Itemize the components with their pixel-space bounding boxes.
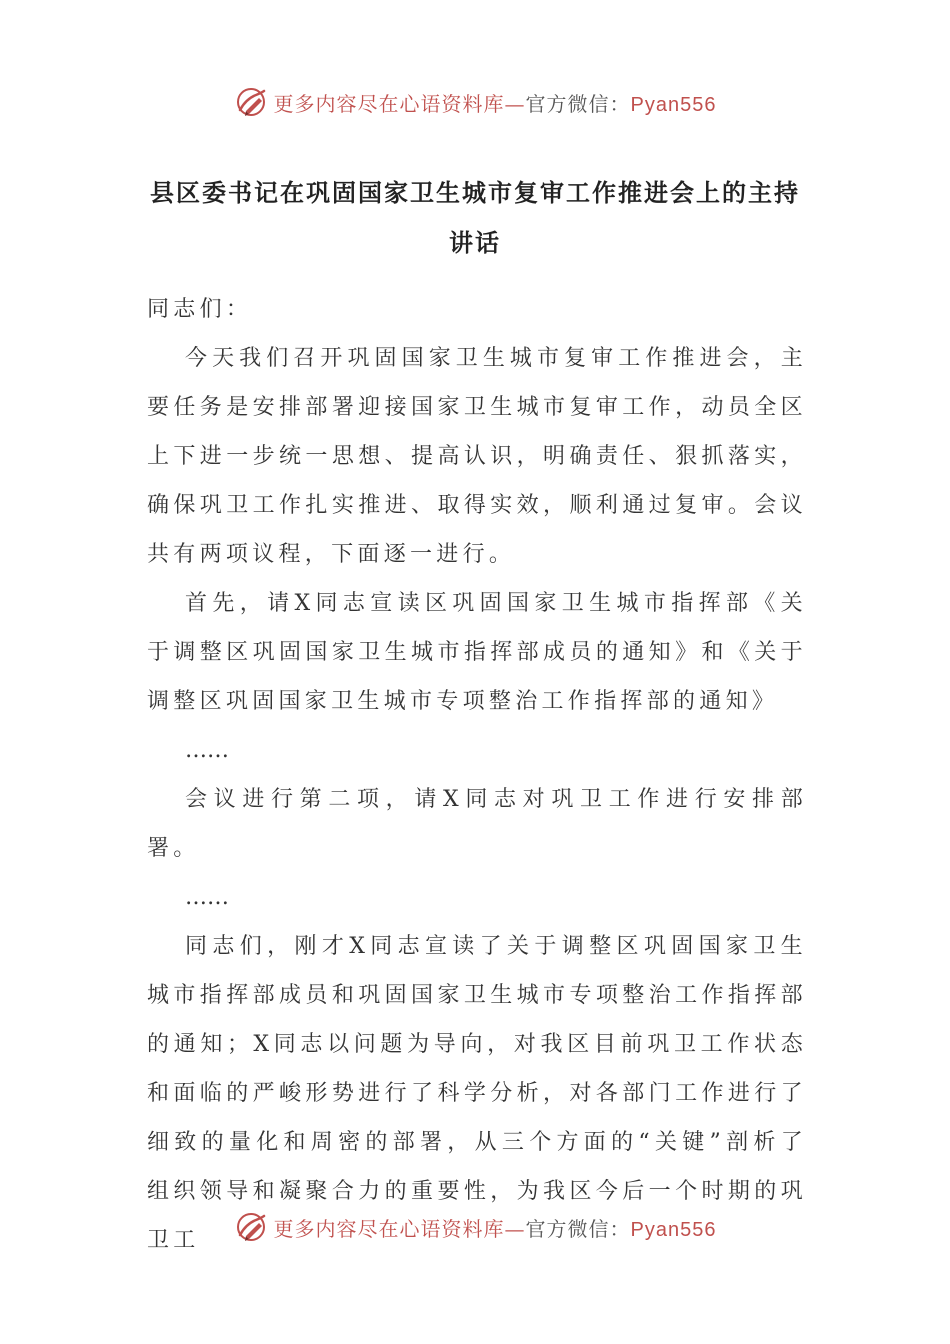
paragraph-4: 同志们，刚才X同志宣读了关于调整区巩固国家卫生城市指挥部成员和巩固国家卫生城市专项整治工作指挥部的通知；X同志以问题为导向，对我区目前巩卫工作状态和面临的严峻形势进行了科学分析，对各部门工作进行了细致的量化和周密的部署，从三个方面的“关键”剖析了组织领导和凝聚合力的重要性，为我区今后一个时期的巩卫工 bbox=[147, 934, 807, 1253]
banner-text bbox=[274, 88, 717, 117]
banner-wechat-label: 官方微信： bbox=[525, 91, 631, 116]
banner-wechat-id: Pyan556 bbox=[630, 93, 717, 116]
banner-wechat-label: 官方微信： bbox=[525, 1216, 631, 1241]
banner-dash: — bbox=[504, 1216, 526, 1241]
banner-dash: — bbox=[504, 91, 526, 116]
ellipsis-1: …… bbox=[185, 738, 229, 763]
pen-logo-icon bbox=[234, 1210, 268, 1244]
banner-text bbox=[274, 1213, 717, 1242]
footer-banner bbox=[0, 1207, 950, 1247]
document-title: 县区委书记在巩固国家卫生城市复审工作推进会上的主持讲话 bbox=[150, 179, 800, 257]
banner-main-text: 更多内容尽在心语资料库 bbox=[273, 91, 505, 116]
salutation: 同志们： bbox=[147, 297, 253, 322]
banner-wechat-id: Pyan556 bbox=[630, 1218, 717, 1241]
header-banner bbox=[0, 82, 950, 122]
paragraph-2: 首先，请X同志宣读区巩固国家卫生城市指挥部《关于调整区巩固国家卫生城市指挥部成员的通知》和《关于调整区巩固国家卫生城市专项整治工作指挥部的通知》 bbox=[147, 591, 807, 714]
document-body bbox=[147, 285, 807, 1265]
paragraph-3: 会议进行第二项，请X同志对巩卫工作进行安排部署。 bbox=[147, 787, 807, 861]
paragraph-1: 今天我们召开巩固国家卫生城市复审工作推进会，主要任务是安排部署迎接国家卫生城市复审工作，动员全区上下进一步统一思想、提高认识，明确责任、狠抓落实，确保巩卫工作扎实推进、取得实效，顺利通过复审。会议共有两项议程，下面逐一进行。 bbox=[147, 346, 807, 567]
ellipsis-2: …… bbox=[185, 885, 229, 910]
banner-main-text: 更多内容尽在心语资料库 bbox=[273, 1216, 505, 1241]
pen-logo-icon bbox=[234, 85, 268, 119]
